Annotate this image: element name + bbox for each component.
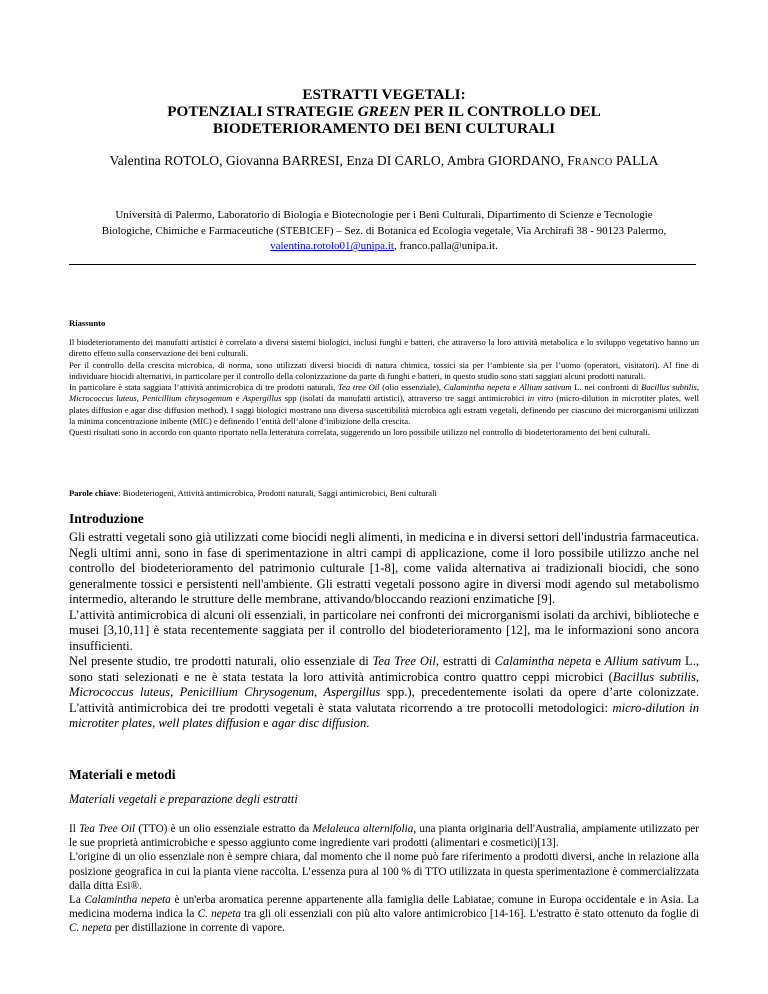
author-list: Valentina ROTOLO, Giovanna BARRESI, Enza DI CARLO, Ambra GIORDANO, FRANCO PALLA <box>109 153 659 168</box>
section-heading-methods: Materiali e metodi <box>69 767 176 782</box>
subsection-heading: Materiali vegetali e preparazione degli estratti <box>69 792 298 806</box>
abstract-heading: Riassunto <box>69 318 106 328</box>
intro-body: Gli estratti vegetali sono già utilizzati come biocidi negli alimenti, in medicina e in diversi settori dell'industria farmaceutica. Negli ultimi anni, sono in fase di sperimentazione in altri campi di applicazione, come il loro possibile utilizzo anche nel controllo del biodeterioramento del patrimonio culturale [1-8], come valida alternativa ai tradizionali biocidi, che sono generalmente tossici e persistenti nell'ambiente. Gli estratti vegetali possono agire in diversi modi agendo sul metabolismo intermedio, alterando le strutture delle membrane, attivando/bloccando reazioni enzimatiche [9]. L’attività antimicrobica di alcuni oli essenziali, in particolare nei confronti dei microrganismi isolati da archivi, biblioteche e musei [3,10,11] è stata recentemente saggiata per il controllo del biodeterioramento [12], ma le informazioni sono ancora insufficienti. Nel presente studio, tre prodotti naturali, olio essenziale di Tea Tree Oil, estratti di Calamintha nepeta e Allium sativum L., sono stati selezionati e ne è stata testata la loro attività antimicrobica contro quattro ceppi microbici (Bacillus subtilis, Micrococcus luteus, Penicillium Chrysogenum, Aspergillus spp.), precedentemente isolati da opere d’arte colonizzate. L'attività antimicrobica dei tre prodotti vegetali è stata valutata ricorrendo a tre protocolli metodologici: micro-dilution in microtiter plates, well plates diffusion e agar disc diffusion. <box>69 530 700 730</box>
title-line-3: BIODETERIORAMENTO DEI BENI CULTURALI <box>212 120 556 137</box>
methods-body: Il Tea Tree Oil (TTO) è un olio essenziale estratto da Melaleuca alternifolia, una pianta originaria dell'Australia, ampiamente utilizzato per le sue proprietà antimicrobiche e spesso aggiunto come ingrediente vari prodotti (alimentari e cosmetici)[13]. L'origine di un olio essenziale non è sempre chiara, dal momento che il nome può fare riferimento a prodotti diversi, anche in relazione alla posizione geografica in cui la pianta viene raccolta. L’essenza pura al 100 % di TTO utilizzata in questa sperimentazione è commercializzata dalla ditta Esi®. La Calamintha nepeta è un'erba aromatica perenne appartenente alla famiglia delle Labiatae, comune in Europa occidentale e in Asia. La medicina moderna indica la C. nepeta tra gli oli essenziali con più alto valore antimicrobico [14-16]. L'estratto è stato ottenuto da foglie di C. nepeta per distillazione in corrente di vapore. <box>69 823 700 935</box>
section-heading-intro: Introduzione <box>69 511 144 526</box>
title-line-2: POTENZIALI STRATEGIE GREEN PER IL CONTROLLO DEL <box>167 103 601 120</box>
paper-title <box>100 86 668 137</box>
affiliation: Università di Palermo, Laboratorio di Biologia e Biotecnologie per i Beni Culturali, Dipartimento di Scienze e Tecnologie Biologiche, Chimiche e Farmaceutiche (STEBICEF) – Sez. di Botanica ed Ecologia vegetale, Via Archirafi 38 - 90123 Palermo, valentina.rotolo01@unipa.it, franco.palla@unipa.it. <box>101 209 667 252</box>
abstract-body: Il biodeterioramento dei manufatti artistici è correlato a diversi sistemi biologici, inclusi funghi e batteri, che attraverso la loro attività metabolica e lo sviluppo vegetativo hanno un diretto effetto sulla conservazione dei beni culturali. Per il controllo della crescita microbica, di norma, sono utilizzati diversi biocidi di natura chimica, tossici sia per l’ambiente sia per l’uomo (operatori, visitatori). Al fine di individuare biocidi alternativi, in particolare per il controllo della colonizzazione da parte di funghi e batteri, in questo studio sono stati saggiati alcuni prodotti naturali. In particolare è stata saggiata l’attività antimicrobica di tre prodotti naturali, Tea tree Oil (olio essenziale), Calamintha nepeta e Allium sativum L. nei confronti di Bacillus subtilis, Micrococcus luteus, Penicillium chrysogemum e Aspergillus spp (isolati da manufatti artistici), attraverso tre saggi antimicrobici in vitro (micro-dilution in microtiter plates, well plates diffusion e agar disc diffusion method). I saggi biologici mostrano una diversa suscettibilità microbica agli estratti vegetali, definendo per ciascuno dei microrganismi utilizzati la minima concentrazione inibente (MIC) e definendo l’entità dell’alone d’inibizione della crescita. Questi risultati sono in accordo con quanto riportato nella letteratura correlata, suggerendo un loro possibile utilizzo nel controllo di biodeterioramento dei beni culturali. <box>69 337 699 438</box>
keywords: Parole chiave: Biodeteriogeni, Attività antimicrobica, Prodotti naturali, Saggi antimicrobici, Beni culturali <box>69 488 437 498</box>
email-link[interactable]: valentina.rotolo01@unipa.it <box>270 240 394 252</box>
header-divider <box>69 264 696 265</box>
title-line-1: ESTRATTI VEGETALI: <box>302 86 466 103</box>
